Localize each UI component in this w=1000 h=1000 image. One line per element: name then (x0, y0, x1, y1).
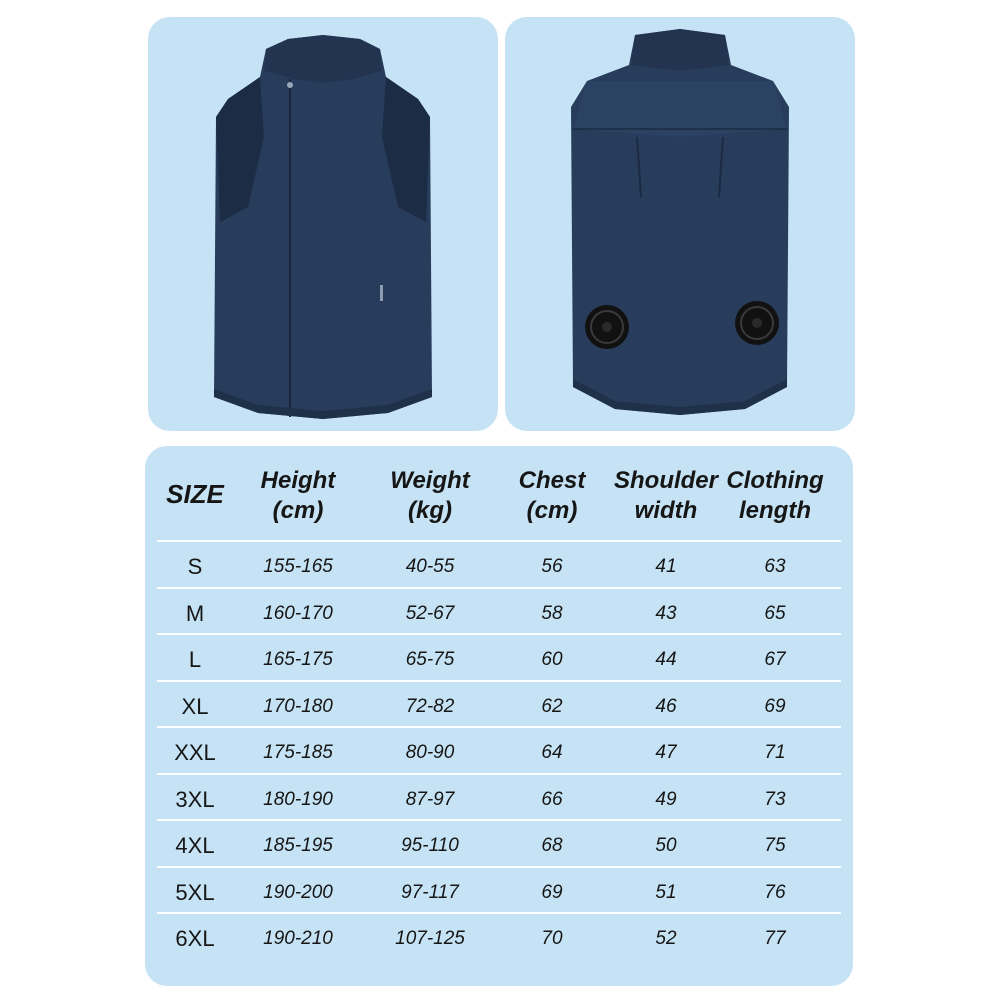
row-divider (157, 773, 841, 775)
size-chart-table (145, 446, 853, 986)
header-weight: Weight (kg) (390, 467, 470, 524)
cell-weight: 80-90 (405, 742, 455, 763)
cell-length: 65 (764, 602, 786, 624)
cell-length: 77 (764, 928, 786, 949)
row-divider (157, 726, 841, 728)
cell-chest: 68 (541, 835, 563, 856)
cell-length: 63 (764, 556, 786, 577)
cell-height: 185-195 (263, 835, 333, 856)
cell-shoulder: 43 (655, 602, 677, 624)
header-chest: Chest (cm) (518, 467, 586, 524)
cell-shoulder: 52 (655, 928, 677, 949)
row-divider (157, 912, 841, 914)
cell-chest: 66 (541, 788, 563, 810)
row-divider (157, 680, 841, 682)
cell-length: 76 (764, 881, 786, 903)
cell-chest: 56 (541, 556, 563, 577)
cell-height: 190-200 (263, 881, 333, 903)
cell-size: M (185, 600, 205, 626)
cell-size: 4XL (175, 833, 215, 858)
cell-weight: 97-117 (401, 881, 459, 903)
header-size: SIZE (166, 479, 224, 509)
cell-shoulder: 50 (655, 835, 677, 856)
cell-weight: 107-125 (395, 928, 465, 949)
header-shoulder: Shoulder width (613, 467, 719, 524)
right-fan-icon (735, 301, 779, 345)
cell-chest: 60 (541, 649, 563, 670)
front-view-image (148, 17, 498, 431)
cell-size: L (188, 647, 202, 672)
cell-length: 73 (764, 788, 786, 810)
cell-weight: 72-82 (405, 695, 455, 717)
cell-chest: 62 (541, 695, 563, 717)
vest-front-zipper-pull (287, 82, 293, 88)
cell-length: 71 (764, 742, 786, 763)
cell-size: XXL (174, 740, 216, 765)
cell-weight: 87-97 (405, 788, 455, 810)
cell-size: S (187, 554, 203, 579)
vest-back-illustration (505, 17, 855, 431)
cell-size: XL (181, 693, 209, 719)
cell-length: 75 (764, 835, 786, 856)
row-divider (157, 633, 841, 635)
cell-chest: 64 (541, 742, 563, 763)
cell-shoulder: 41 (655, 556, 677, 577)
cell-height: 175-185 (263, 742, 333, 763)
row-divider (157, 587, 841, 589)
left-fan-icon (585, 305, 629, 349)
header-length: Clothing length (726, 467, 824, 524)
row-divider (157, 819, 841, 821)
cell-length: 69 (764, 695, 786, 717)
vest-front-pocket (380, 285, 383, 301)
cell-shoulder: 47 (655, 742, 677, 763)
cell-size: 3XL (175, 786, 215, 812)
cell-shoulder: 46 (655, 695, 677, 717)
cell-weight: 95-110 (401, 835, 459, 856)
cell-height: 160-170 (263, 602, 333, 624)
cell-weight: 52-67 (405, 602, 455, 624)
cell-weight: 65-75 (405, 649, 455, 670)
cell-height: 180-190 (263, 788, 333, 810)
cell-shoulder: 49 (655, 788, 677, 810)
vest-front-collar (264, 35, 382, 83)
vest-front-illustration (148, 17, 498, 431)
cell-chest: 58 (541, 602, 563, 624)
cell-height: 170-180 (263, 695, 333, 717)
vest-back-collar (631, 29, 729, 71)
cell-size: 5XL (175, 879, 215, 905)
cell-height: 165-175 (263, 649, 333, 670)
back-view-image (505, 17, 855, 431)
cell-weight: 40-55 (405, 556, 455, 577)
row-divider (157, 540, 841, 542)
row-divider (157, 866, 841, 868)
cell-height: 190-210 (263, 928, 333, 949)
cell-shoulder: 44 (655, 649, 677, 670)
cell-size: 6XL (175, 926, 215, 951)
cell-shoulder: 51 (655, 881, 677, 903)
header-height: Height (cm) (260, 467, 336, 524)
cell-length: 67 (764, 649, 786, 670)
cell-height: 155-165 (263, 556, 333, 577)
cell-chest: 70 (541, 928, 563, 949)
cell-chest: 69 (541, 881, 563, 903)
